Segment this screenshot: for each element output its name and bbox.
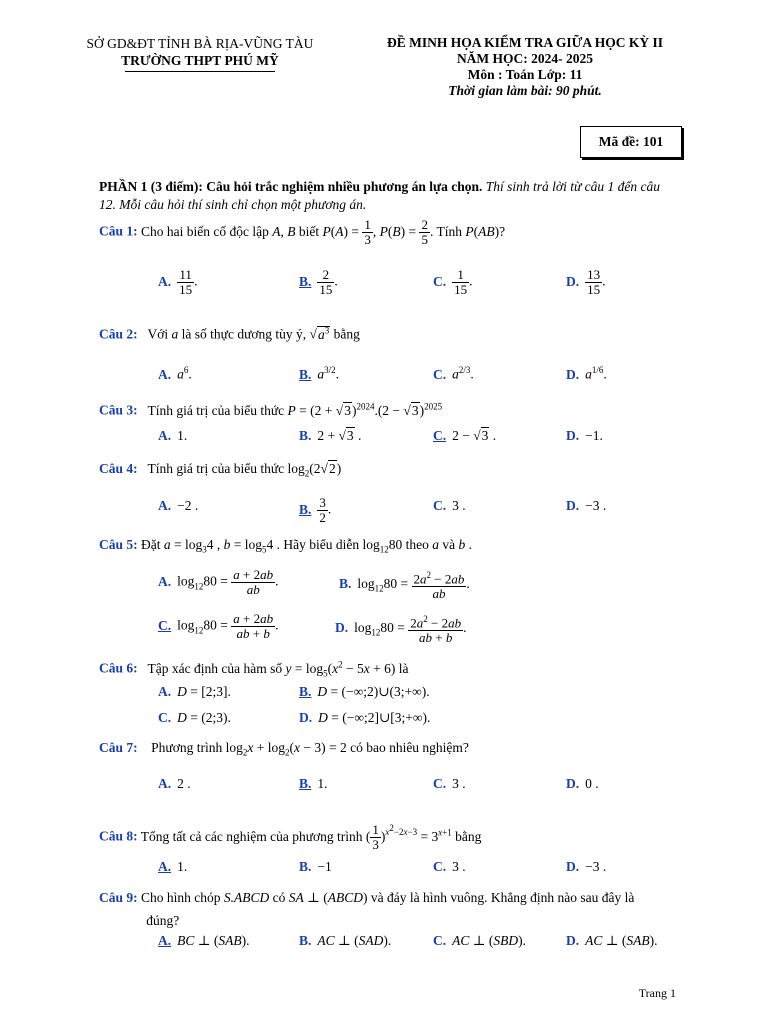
header-right (360, 35, 690, 99)
q7-option-b[interactable]: B. 1. (299, 776, 328, 791)
q9-option-c[interactable]: C. AC ⊥ (SBD). (433, 933, 526, 948)
exam-title: ĐỀ MINH HỌA KIỂM TRA GIỮA HỌC KỲ II (386, 35, 664, 50)
header-left (70, 35, 330, 72)
q1-option-c[interactable]: C. $\frac{1}{15}$ . (433, 267, 473, 297)
q4-option-a[interactable]: A. −2 . (158, 498, 199, 513)
q6-option-d[interactable]: D. D = (−∞;2]∪[3;+∞). (299, 710, 431, 725)
question-6: Câu 6: Tập xác định của hàm số $y = \log_5(x^2 - 5x + 6)$ là (99, 659, 409, 679)
exam-code: Mã đề: 101 (598, 134, 664, 149)
question-text: Cho hình chóp S.ABCD có SA ⊥ (ABCD) và đáy là hình vuông. Khẳng định nào sau đây là đúng? (99, 890, 635, 928)
part-heading (99, 178, 679, 214)
q6-option-c[interactable]: C. D = (2;3). (158, 710, 231, 725)
school-name: TRƯỜNG THPT PHÚ MỸ (121, 53, 279, 68)
header-divider (125, 71, 275, 72)
q1-option-a[interactable]: A. $\frac{11}{15}$ . (158, 267, 198, 297)
q4-option-d[interactable]: D. −3 . (566, 498, 607, 513)
q8-option-a[interactable]: A. 1. (158, 859, 188, 874)
question-text: Tập xác định của hàm số $y = \log_5(x^2 - 5x + 6)$ là (141, 659, 409, 679)
question-text: Tổng tất cả các nghiệm của phương trình ( $\frac{1}{3}$ )$^{x^2-2x-3} = 3^{x+1}$ bằng (140, 821, 482, 852)
q3-option-a[interactable]: A. 1. (158, 428, 188, 443)
q8-option-c[interactable]: C. 3 . (433, 859, 466, 874)
q6-option-b[interactable]: B. D = (−∞;2)∪(3;+∞). (299, 684, 430, 699)
q5-option-d[interactable]: D. $\log_{12}80$ = $\frac{2a^2 - 2ab}{ab + b}$ . (335, 614, 467, 646)
q7-option-d[interactable]: D. 0 . (566, 776, 599, 791)
page-number: Trang 1 (638, 986, 676, 1000)
q9-option-b[interactable]: B. AC ⊥ (SAD). (299, 933, 392, 948)
question-text: Phương trình $\log_2x + \log_2(x - 3) = 2$ có bao nhiêu nghiệm? (141, 740, 469, 758)
question-2: Câu 2: Với a là số thực dương tùy ý, $√a^3$ bằng (99, 325, 360, 342)
question-1 (99, 218, 505, 247)
question-7: Câu 7: Phương trình $\log_2x + \log_2(x - 3) = 2$ có bao nhiêu nghiệm? (99, 740, 469, 758)
subject-line: Môn : Toán Lớp: 11 (467, 67, 583, 82)
q8-option-d[interactable]: D. −3 . (566, 859, 607, 874)
question-text: Tính giá trị của biểu thức $\log_2(2√2)$ (141, 461, 342, 479)
question-text: Với a là số thực dương tùy ý, $√a^3$ bằng (141, 325, 360, 342)
question-text: Đặt $a = \log_34$ , $b = \log_54$ . Hãy biểu diễn $\log_{12}80$ theo a và b . (141, 537, 472, 555)
q4-option-c[interactable]: C. 3 . (433, 498, 466, 513)
q5-option-c[interactable]: C. $\log_{12}80$ = $\frac{a + 2ab}{ab + b}$ . (158, 611, 279, 641)
school-year: NĂM HỌC: 2024- 2025 (456, 51, 594, 66)
question-4: Câu 4: Tính giá trị của biểu thức $\log_2(2√2)$ (99, 461, 342, 479)
q4-option-b[interactable]: B. $\frac{3}{2}$ . (299, 495, 332, 525)
department-name: SỞ GD&ĐT TỈNH BÀ RỊA-VŨNG TÀU (86, 36, 314, 51)
q7-option-c[interactable]: C. 3 . (433, 776, 466, 791)
q2-option-c[interactable]: C. $a^{2/3}$. (433, 365, 474, 382)
q2-option-b[interactable]: B. $a^{3/2}$. (299, 365, 340, 382)
q1-option-d[interactable]: D. $\frac{13}{15}$ . (566, 267, 606, 297)
part-instruction: Thí sinh trả lời từ câu 1 đến câu 12. Mỗi câu hỏi thí sinh chỉ chọn một phương án. (99, 179, 661, 212)
time-limit: Thời gian làm bài: 90 phút. (448, 83, 602, 98)
question-3: Câu 3: Tính giá trị của biểu thức $P = (2 + √3)^{2024}.(2 - √3)^{2025}$ (99, 401, 443, 418)
question-text: Tính giá trị của biểu thức $P = (2 + √3)^{2024}.(2 - √3)^{2025}$ (141, 401, 443, 418)
q1-option-b[interactable]: B. $\frac{2}{15}$ . (299, 267, 338, 297)
q8-option-b[interactable]: B. −1 (299, 859, 332, 874)
part-title: PHẦN 1 (3 điểm): Câu hỏi trắc nghiệm nhiều phương án lựa chọn. (99, 179, 483, 194)
question-9: Câu 9: Cho hình chóp S.ABCD có SA ⊥ (ABCD) và đáy là hình vuông. Khẳng định nào sau đây là đúng? (99, 890, 635, 928)
question-text: Cho hai biến cố độc lập A, B biết P(A) = $\frac{1}{3}$ , P(B) = $\frac{2}{5}$ . Tính P(AB)? (141, 217, 506, 247)
q6-option-a[interactable]: A. D = [2;3]. (158, 684, 231, 699)
q3-option-c[interactable]: C. 2 − √3 . (433, 428, 497, 443)
q3-option-d[interactable]: D. −1. (566, 428, 603, 443)
q5-option-a[interactable]: A. $\log_{12}80$ = $\frac{a + 2ab}{ab}$ . (158, 567, 279, 597)
question-5: Câu 5: Đặt $a = \log_34$ , $b = \log_54$ . Hãy biểu diễn $\log_{12}80$ theo a và b . (99, 537, 472, 555)
q2-option-d[interactable]: D. $a^{1/6}$. (566, 365, 607, 382)
question-number: Câu 1: (99, 223, 138, 239)
q2-option-a[interactable]: A. $a^6$. (158, 365, 192, 382)
q9-option-d[interactable]: D. AC ⊥ (SAB). (566, 933, 658, 948)
q9-option-a[interactable]: A. BC ⊥ (SAB). (158, 933, 250, 948)
q7-option-a[interactable]: A. 2 . (158, 776, 191, 791)
question-8: Câu 8: Tổng tất cả các nghiệm của phương trình ( $\frac{1}{3}$ )$^{x^2-2x-3} = 3^{x+1}$ bằng (99, 821, 482, 852)
q3-option-b[interactable]: B. 2 + √3 . (299, 428, 362, 443)
q5-option-b[interactable]: B. $\log_{12}80$ = $\frac{2a^2 - 2ab}{ab}$ . (339, 570, 470, 602)
exam-code-box (580, 126, 682, 158)
